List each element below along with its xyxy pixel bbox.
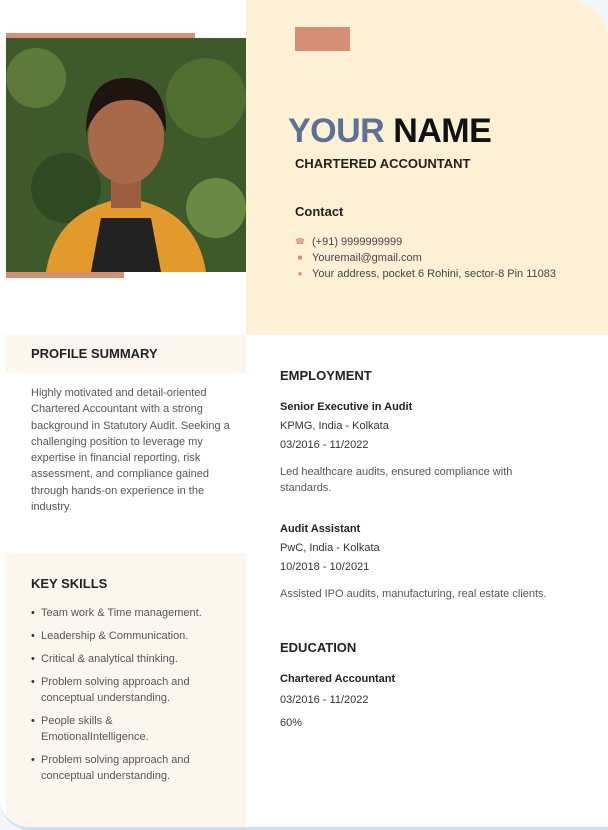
last-name: NAME bbox=[393, 112, 492, 150]
name-heading bbox=[288, 112, 491, 151]
job-entry bbox=[280, 398, 580, 496]
phone-icon: ☎ bbox=[295, 237, 305, 246]
job-title: Senior Executive in Audit bbox=[280, 401, 413, 413]
email: Youremail@gmail.com bbox=[312, 252, 422, 264]
profile-summary-heading: PROFILE SUMMARY bbox=[6, 335, 246, 373]
contact-list bbox=[295, 234, 556, 282]
skill-item: • Problem solving approach and conceptual understanding. bbox=[31, 752, 211, 784]
profile-summary-text: Highly motivated and detail-oriented Chartered Accountant with a strong background in Statutory Audit. Seeking a challenging position to leverage my expertise in financial reporting, risk assessment, and compliance gained through hands-on experience in the industry. bbox=[31, 387, 230, 514]
education-dates: 03/2016 - 11/2022 bbox=[280, 694, 369, 706]
job-dates: 10/2018 - 10/2021 bbox=[280, 561, 370, 573]
job-entry bbox=[280, 520, 580, 602]
contact-heading: Contact bbox=[295, 204, 344, 219]
first-name: YOUR bbox=[288, 112, 385, 150]
education-score: 60% bbox=[280, 717, 303, 729]
key-skills-section bbox=[6, 553, 246, 830]
skill-item: • Critical & analytical thinking. bbox=[31, 651, 241, 667]
education-entry bbox=[280, 670, 580, 733]
job-description: Assisted IPO audits, manufacturing, real estate clients. bbox=[280, 588, 547, 600]
key-skills-heading: KEY SKILLS bbox=[31, 576, 108, 591]
job-company: KPMG, India - Kolkata bbox=[280, 420, 389, 432]
phone: (+91) 9999999999 bbox=[312, 236, 403, 248]
education-heading: EDUCATION bbox=[280, 640, 357, 655]
email-icon: ■ bbox=[297, 253, 303, 262]
skill-item: • Problem solving approach and conceptual understanding. bbox=[31, 674, 211, 706]
accent-block bbox=[295, 27, 350, 51]
skill-item: • Team work & Time management. bbox=[31, 605, 241, 621]
address: Your address, pocket 6 Rohini, sector-8 Pin 11083 bbox=[312, 268, 556, 280]
profile-photo bbox=[6, 38, 246, 272]
employment-heading: EMPLOYMENT bbox=[280, 368, 372, 383]
job-role: CHARTERED ACCOUNTANT bbox=[295, 156, 471, 171]
degree: Chartered Accountant bbox=[280, 673, 396, 685]
skill-item: • Leadership & Communication. bbox=[31, 628, 241, 644]
job-description: Led healthcare audits, ensured compliance with standards. bbox=[280, 466, 513, 494]
job-dates: 03/2016 - 11/2022 bbox=[280, 439, 369, 451]
job-title: Audit Assistant bbox=[280, 523, 361, 535]
skill-item: • People skills & EmotionalIntelligence. bbox=[31, 713, 161, 745]
location-pin-icon: ● bbox=[297, 269, 303, 278]
accent-bar bbox=[6, 272, 124, 278]
job-company: PwC, India - Kolkata bbox=[280, 542, 380, 554]
